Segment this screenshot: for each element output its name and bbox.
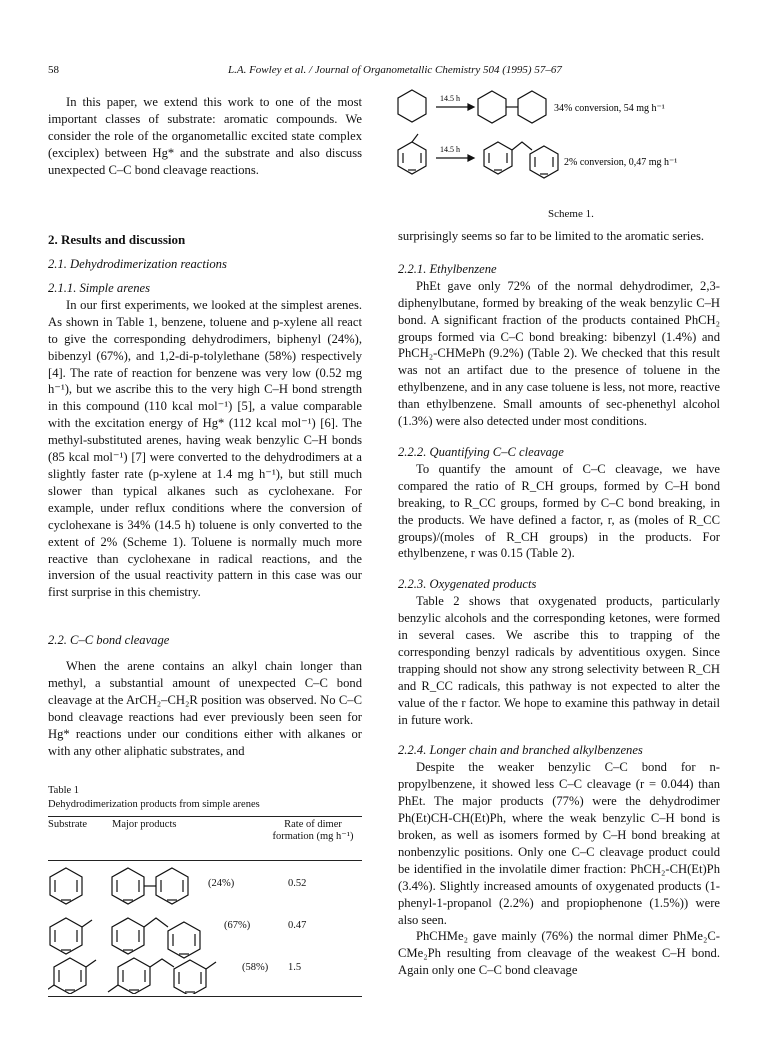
table-structures xyxy=(48,862,288,994)
scheme-row2-time: 14.5 h xyxy=(440,145,460,154)
continued-paragraph: surprisingly seems so far to be limited to the aromatic series. xyxy=(398,229,705,243)
section-2-2-block xyxy=(48,658,362,759)
bicyclohexyl-ring-a xyxy=(478,91,506,123)
running-title: L.A. Fowley et al. / Journal of Organometallic Chemistry 504 (1995) 57–67 xyxy=(228,64,562,76)
right-column xyxy=(398,228,720,979)
bibenzyl-ring-b xyxy=(530,146,558,178)
intro-paragraph: In this paper, we extend this work to one of the most important classes of substrate: aromatic compounds. We consider the role of the organometallic excited state complex (exciplex) between Hg* and the substrate and also discuss unexpected C–C bond cleavage reactions. xyxy=(48,95,362,177)
last-paragraph: PhCHMe₂ gave mainly (76%) the normal dimer PhMe₂C-CMe₂Ph resulting from cleavage of the weakest C–H bond. Again only one C–C bond cleavage xyxy=(398,929,720,978)
scheme-row2-result: 2% conversion, 0,47 mg h⁻¹ xyxy=(564,157,678,168)
table-header-rate: Rate of dimer formation (mg h⁻¹) xyxy=(272,819,354,842)
section-2-2-1-paragraph: PhEt gave only 72% of the normal dehydrodimer, 2,3-diphenylbutane, formed by breaking of the weak benzylic C–H bond. A significant fraction of the products contained PhCH₂ groups formed via C–C bond breaking: bibenzyl (1.4%) and PhCH₂-CHMePh (9.2%) (Table 2). We checked that this result was not an artifact due to the presence of toluene in the ethylbenzene, and in any case toluene is less, not more, reactive than ethylbenzene. Small amounts of sec-phenethyl alcohol (1.3%) were also detected under most conditions. xyxy=(398,278,720,429)
section-2-2-2-heading: 2.2.2. Quantifying C–C cleavage xyxy=(398,444,564,459)
table-row-2-yield: (67%) xyxy=(224,920,251,931)
section-2-2-4-heading: 2.2.4. Longer chain and branched alkylbenzenes xyxy=(398,743,643,758)
section-2-1-1-paragraph: In our first experiments, we looked at the simplest arenes. As shown in Table 1, benzene, toluene and p-xylene all react to give the corresponding dehydrodimers, biphenyl (24%), bibenzyl (67%), and 1,2-di-p-tolylethane (58%) respectively [4]. The rate of reaction for benzene was very low (0.52 mg h⁻¹), but we ascribe this to the very high C–H bond strength in this compound (110 kcal mol⁻¹) [5], a value comparable with the excitation energy of Hg* (112 kcal mol⁻¹) [6]. The methyl-substituted arenes, having weak benzylic C–H bonds (85 kcal mol⁻¹) [7] were converted to the dehydrodimers at a slightly faster rate (p-xylene at 1.4 mg h⁻¹), but still much slower than typical alkanes such as cyclohexane. For example, under reflux conditions where the conversion of cyclohexane is 34% (14.5 h) toluene is only converted to the extent of 2% (Scheme 1). Toluene is normally much more reactive than cyclohexane in radical reactions, and the inversion of the usual reactivity pattern in this case was our first surprise in this chemistry. xyxy=(48,297,362,600)
cyclohexane-ring xyxy=(398,90,426,122)
section-2-2-3-paragraph: Table 2 shows that oxygenated products, particularly benzylic alcohols and the corresponding ketones, were formed in several cases. We ascribe this to trapping of the corresponding benzyl radicals by adventitious oxygen. Since trapping should not show any strong selectivity between R_CH and R_CC radicals, this pathway is not expected to alter the value of the r factor. We hope to examine this pathway in detail in future work. xyxy=(398,594,720,727)
table-header-rule xyxy=(48,860,362,861)
table-row-1-yield: (24%) xyxy=(208,878,235,889)
scheme-1-drawing xyxy=(392,86,722,192)
intro-block xyxy=(48,94,362,179)
table-row-3-yield: (58%) xyxy=(242,962,269,973)
section-2-1-1-block xyxy=(48,280,362,601)
table-row-1-rate: 0.52 xyxy=(288,878,307,889)
section-2-2-3-heading: 2.2.3. Oxygenated products xyxy=(398,577,537,592)
section-2-1-1-heading: 2.1.1. Simple arenes xyxy=(48,281,151,295)
section-2-2-heading: 2.2. C–C bond cleavage xyxy=(48,633,170,647)
section-2-2-paragraph: When the arene contains an alkyl chain longer than methyl, a substantial amount of unexpected C–C bond cleavage at the ArCH₂–CH₂R position was observed. No C–C bond cleavage reactions had ever previously been seen for Hg* reactions under our conditions either with alkanes or with any other aliphatic substrates, and xyxy=(48,659,362,758)
section-2-2-1-heading: 2.2.1. Ethylbenzene xyxy=(398,261,497,276)
table-top-rule xyxy=(48,816,362,817)
scheme-row1-time: 14.5 h xyxy=(440,94,460,103)
section-2-1-heading: 2.1. Dehydrodimerization reactions xyxy=(48,257,227,271)
scheme-row1-result: 34% conversion, 54 mg h⁻¹ xyxy=(554,103,665,114)
table-bottom-rule xyxy=(48,996,362,997)
bicyclohexyl-ring-b xyxy=(518,91,546,123)
scheme-caption: Scheme 1. xyxy=(548,208,594,220)
bibenzyl-ring-a xyxy=(484,142,512,174)
table-1-caption: Dehydrodimerization products from simple arenes xyxy=(48,799,260,810)
table-1-label: Table 1 xyxy=(48,785,80,796)
section-2-heading: 2. Results and discussion xyxy=(48,232,186,247)
table-header-substrate: Substrate xyxy=(48,819,88,830)
section-2-2-4-paragraph: Despite the weaker benzylic C–C bond for n-propylbenzene, it showed less C–C cleavage (r = 0.044) than PhEt. The major products (77%) were the dehydrodimer Ph(Et)CH-CH(Et)Ph, where the weak benzylic C–H bond is broken, as well as isomers formed by C–H bond breaking at nonbenzylic positions. Only one C–C cleavage product could be identified in the involatile dimer fraction: PhCH₂-CH(Et)Ph (3.4%). Slightly increased amounts of oxygenated products (1-phenyl-1-propanol (2.2%) and propiophenone (1.5%)) were also seen. xyxy=(398,760,720,927)
page-number: 58 xyxy=(48,64,59,76)
table-row-3-rate: 1.5 xyxy=(288,962,302,973)
table-header-products: Major products xyxy=(112,819,177,830)
section-2-2-2-paragraph: To quantify the amount of C–C cleavage, we have compared the ratio of R_CH groups, formed by C–H bond breaking, to R_CC groups, formed by C–C bond breaking, in the products. We have defined a factor, r, as (moles of R_CC groups)/(moles of R_CH groups) in the products. For ethylbenzene, r was 0.15 (Table 2). xyxy=(398,461,720,561)
toluene-ring xyxy=(398,142,426,174)
table-row-2-rate: 0.47 xyxy=(288,920,307,931)
